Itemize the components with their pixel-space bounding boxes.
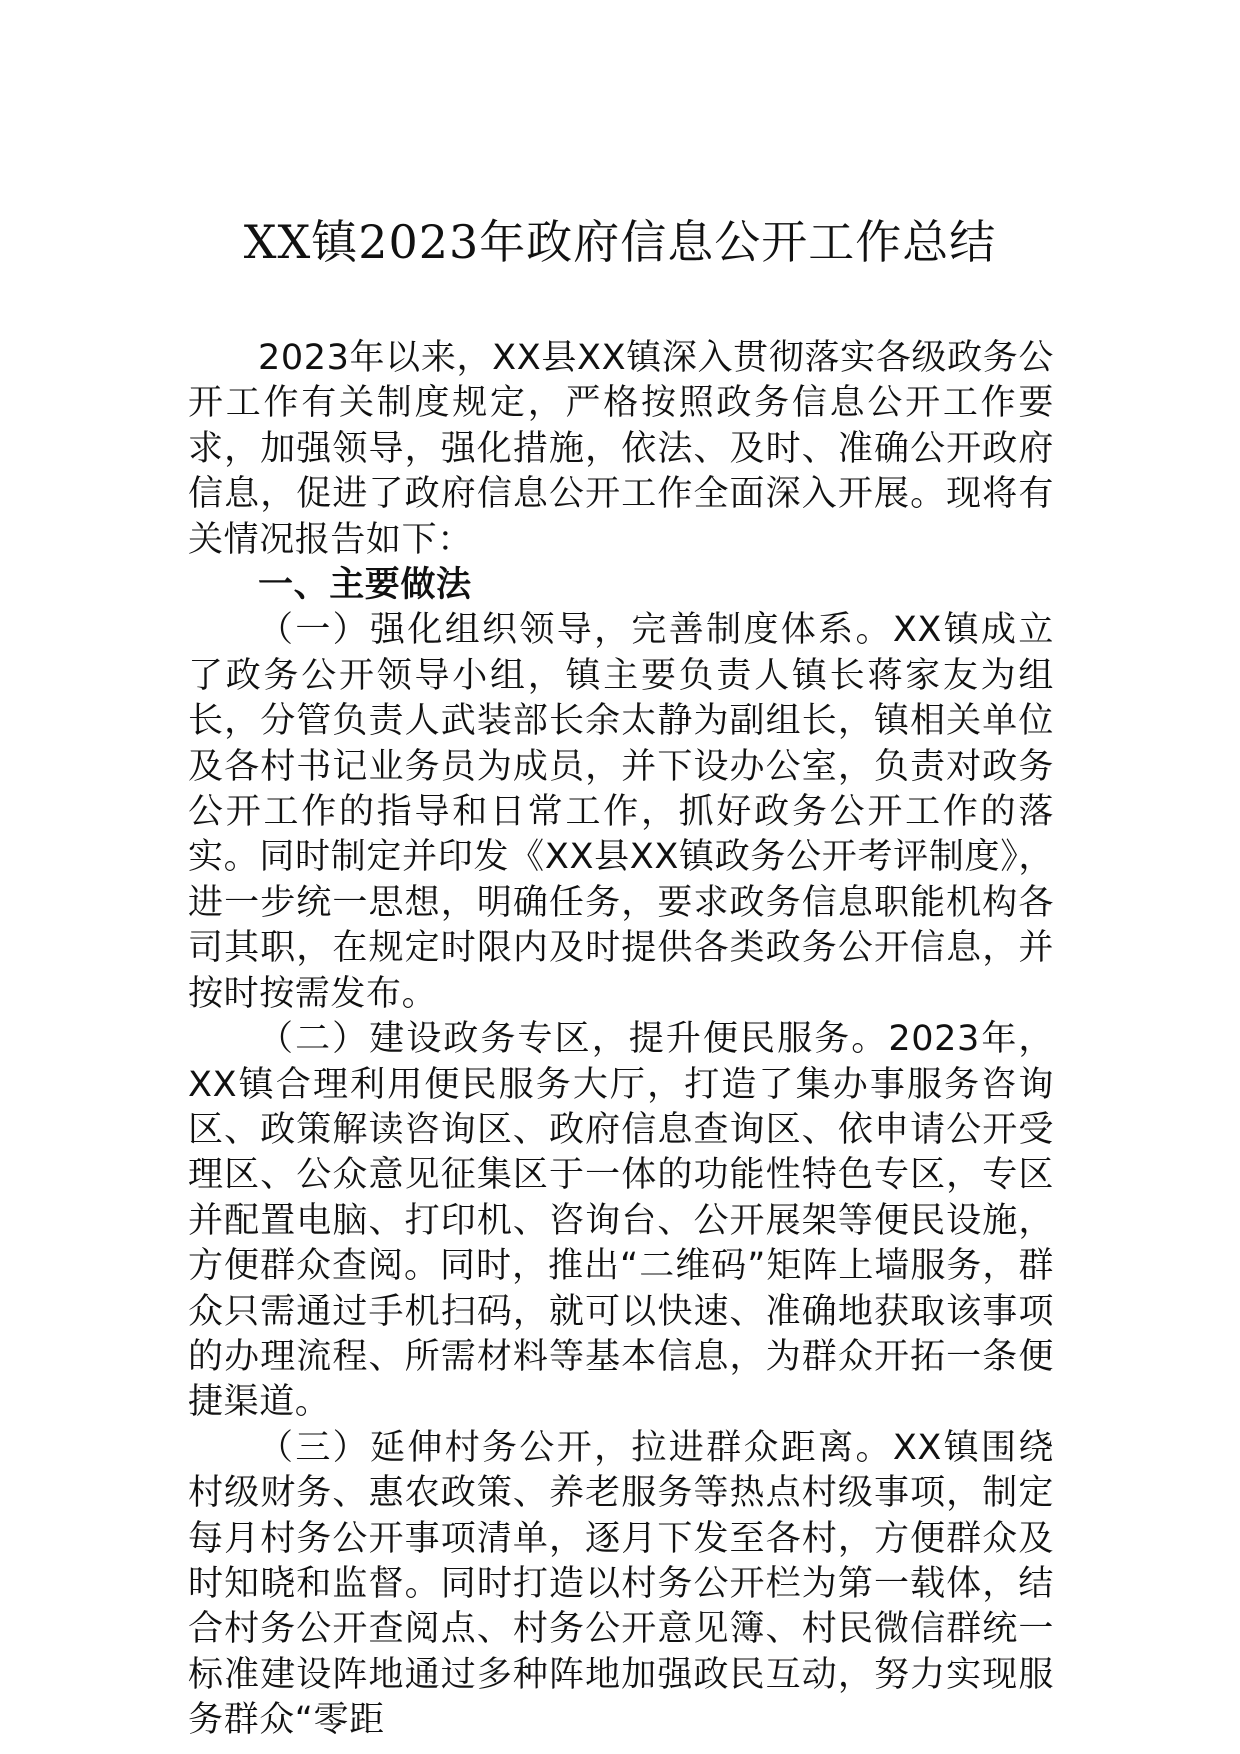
intro-paragraph: 2023年以来，XX县XX镇深入贯彻落实各级政务公开工作有关制度规定，严格按照政务信息公开工作要求，加强领导，强化措施，依法、及时、准确公开政府信息，促进了政府信息公开工作全面深入开展。现将有关情况报告如下： [188,338,1054,560]
section-heading-main-practices: 一、主要做法 [258,565,472,606]
document-body [188,336,1054,1744]
paragraph-village-affairs: （三）延伸村务公开，拉进群众距离。XX镇围绕村级财务、惠农政策、养老服务等热点村级事项，制定每月村务公开事项清单，逐月下发至各村，方便群众及时知晓和监督。同时打造以村务公开栏为第一载体，结合村务公开查阅点、村务公开意见簿、村民微信群统一标准建设阵地通过多种阵地加强政民互动，努力实现服务群众“零距 [188,1427,1054,1741]
paragraph-government-service-zone: （二）建设政务专区，提升便民服务。2023年，XX镇合理利用便民服务大厅，打造了集办事服务咨询区、政策解读咨询区、政府信息查询区、依申请公开受理区、公众意见征集区于一体的功能性特色专区，专区并配置电脑、打印机、咨询台、公开展架等便民设施，方便群众查阅。同时，推出“二维码”矩阵上墙服务，群众只需通过手机扫码，就可以快速、准确地获取该事项的办理流程、所需材料等基本信息，为群众开拓一条便捷渠道。 [188,1019,1054,1423]
paragraph-organization-leadership: （一）强化组织领导，完善制度体系。XX镇成立了政务公开领导小组，镇主要负责人镇长蒋家友为组长，分管负责人武装部长余太静为副组长，镇相关单位及各村书记业务员为成员，并下设办公室，负责对政务公开工作的指导和日常工作，抓好政务公开工作的落实。同时制定并印发《XX县XX镇政务公开考评制度》，进一步统一思想，明确任务，要求政务信息职能机构各司其职，在规定时限内及时提供各类政务公开信息，并按时按需发布。 [188,610,1054,1014]
document-title: XX镇2023年政府信息公开工作总结 [243,215,997,269]
